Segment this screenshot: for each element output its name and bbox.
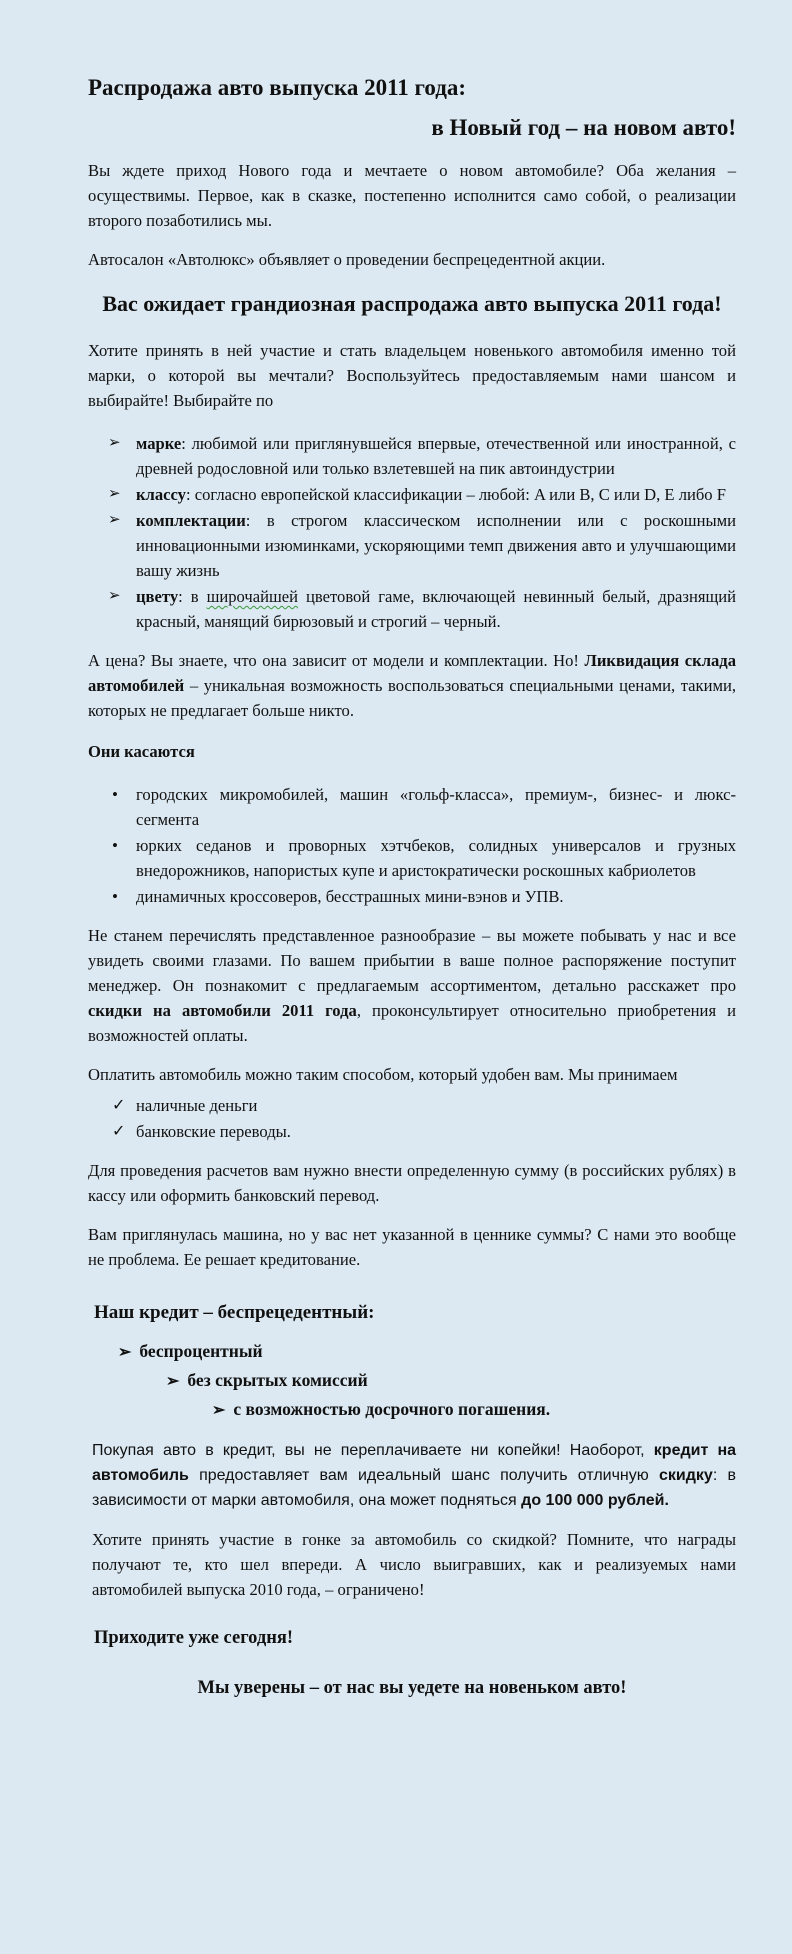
credit-feature-text: без скрытых комиссий [187,1370,368,1390]
intro-paragraph-2: Автосалон «Автолюкс» объявляет о проведении беспрецедентной акции. [88,250,606,269]
criteria-text-pre: : в [178,587,207,606]
spellcheck-word: широчайшей [206,587,299,606]
variety-text: Не станем перечислять представленное разнообразие – вы можете побывать у нас и все увидеть своими глазами. По вашем прибытии в ваше полное распоряжение поступит менеджер. Он познакомит с предлагаемым ассортиментом, детально расскажет про [88,926,736,995]
credit-paragraph: Вам приглянулась машина, но у вас нет указанной в ценнике суммы? С нами это вообще не проблема. Ее решает кредитование. [88,1225,736,1269]
loan-bold: кредит на автомобиль [92,1442,737,1484]
loan-text: предоставляет вам идеальный шанс получить отличную [188,1467,659,1484]
list-item: ✓ банковские переводы. [136,1119,736,1144]
list-item: • динамичных кроссоверов, бесстрашных мини-вэнов и УПВ. [136,884,736,909]
criteria-list [88,431,736,634]
criteria-text: цветовой гаме, включающей невинный белый, дразнящий красный, манящий бирюзовый и строгий – черный. [136,587,736,631]
criteria-term: классу [136,485,186,504]
intro-paragraph-1: Вы ждете приход Нового года и мечтаете о новом автомобиле? Оба желания – осуществимы. Первое, как в сказке, постепенно исполнится само собой, о реализации второго позаботились мы. [88,161,736,230]
criteria-text: : в строгом классическом исполнении или с роскошными инновационными изюминками, ускоряющими темп движения авто и улучшающими вашу жизнь [136,511,736,580]
pay-methods-list [88,1093,736,1144]
credit-title: Наш кредит – беспрецедентный: [94,1302,375,1323]
variety-paragraph [88,923,736,1048]
list-item [88,1367,736,1395]
title-line-1: Распродажа авто выпуска 2011 года: [88,75,467,100]
price-bold: Ликвидация склада автомобилей [88,651,737,695]
list-item [88,1396,736,1424]
credit-feature-text: с возможностью досрочного погашения. [233,1399,551,1419]
list-item: • городских микромобилей, машин «гольф-класса», премиум-, бизнес- и люкс- сегмента [136,782,736,832]
price-paragraph [88,648,736,723]
criteria-item-class [136,482,736,507]
loan-paragraph [92,1438,736,1513]
credit-feature-text: беспроцентный [139,1341,263,1361]
criteria-item-trim [136,508,736,583]
price-text: А цена? Вы знаете, что она зависит от модели и комплектации. Но! [88,651,585,670]
choose-paragraph: Хотите принять в ней участие и стать владельцем новенького автомобиля именно той марки, о которой вы мечтали? Воспользуйтесь предоставляемым нами шансом и выбирайте! Выбирайте по [88,341,736,410]
arrow-icon: ➢ [118,1344,132,1361]
final-line: Мы уверены – от нас вы уедете на новеньком авто! [197,1678,627,1698]
loan-bold: до 100 000 рублей. [521,1492,669,1509]
variety-text-post: , проконсультирует относительно приобретения и возможностей оплаты. [88,1001,736,1045]
loan-text: : в зависимости от марки автомобиля, она может подняться [92,1467,736,1509]
list-item: ✓ наличные деньги [136,1093,736,1118]
criteria-term: цвету [136,587,179,606]
settle-paragraph: Для проведения расчетов вам нужно внести определенную сумму (в российских рублях) в кассу или оформить банковский перевод. [88,1161,736,1205]
criteria-item-color [136,584,736,634]
list-item: • юрких седанов и проворных хэтчбеков, солидных универсалов и грузных внедорожников, напористых купе и аристократически роскошных кабриолетов [136,833,736,883]
pay-paragraph: Оплатить автомобиль можно таким способом, который удобен вам. Мы принимаем [88,1065,678,1084]
list-item [88,1338,736,1366]
criteria-term: марке [136,434,182,453]
criteria-text: : любимой или приглянувшейся впервые, отечественной или иностранной, с древней родословной или только взлетевшей на пик автоиндустрии [136,434,736,478]
criteria-item-brand [136,431,736,481]
arrow-icon: ➢ [212,1402,226,1419]
criteria-term: комплектации [136,511,246,530]
segments-list [88,782,736,909]
criteria-text: : согласно европейской классификации – любой: A или B, C или D, E либо F [185,485,726,504]
loan-bold: скидку [659,1467,713,1484]
variety-bold: скидки на автомобили 2011 года [88,1001,357,1020]
title-line-2: в Новый год – на новом авто! [431,115,736,140]
price-text-post: – уникальная возможность воспользоваться специальными ценами, такими, которых не предлагает больше никто. [88,676,736,720]
credit-features-list [88,1338,736,1424]
sale-heading: Вас ожидает грандиозная распродажа авто выпуска 2011 года! [102,291,722,316]
concern-heading: Они касаются [88,742,195,761]
race-paragraph: Хотите принять участие в гонке за автомобиль со скидкой? Помните, что награды получают те, кто шел впереди. А число выигравших, как и реализуемых нами автомобилей выпуска 2010 года, – ограничено! [92,1530,736,1599]
arrow-icon: ➢ [166,1373,180,1390]
come-today: Приходите уже сегодня! [94,1628,294,1648]
loan-text: Покупая авто в кредит, вы не переплачиваете ни копейки! Наоборот, [92,1442,654,1459]
